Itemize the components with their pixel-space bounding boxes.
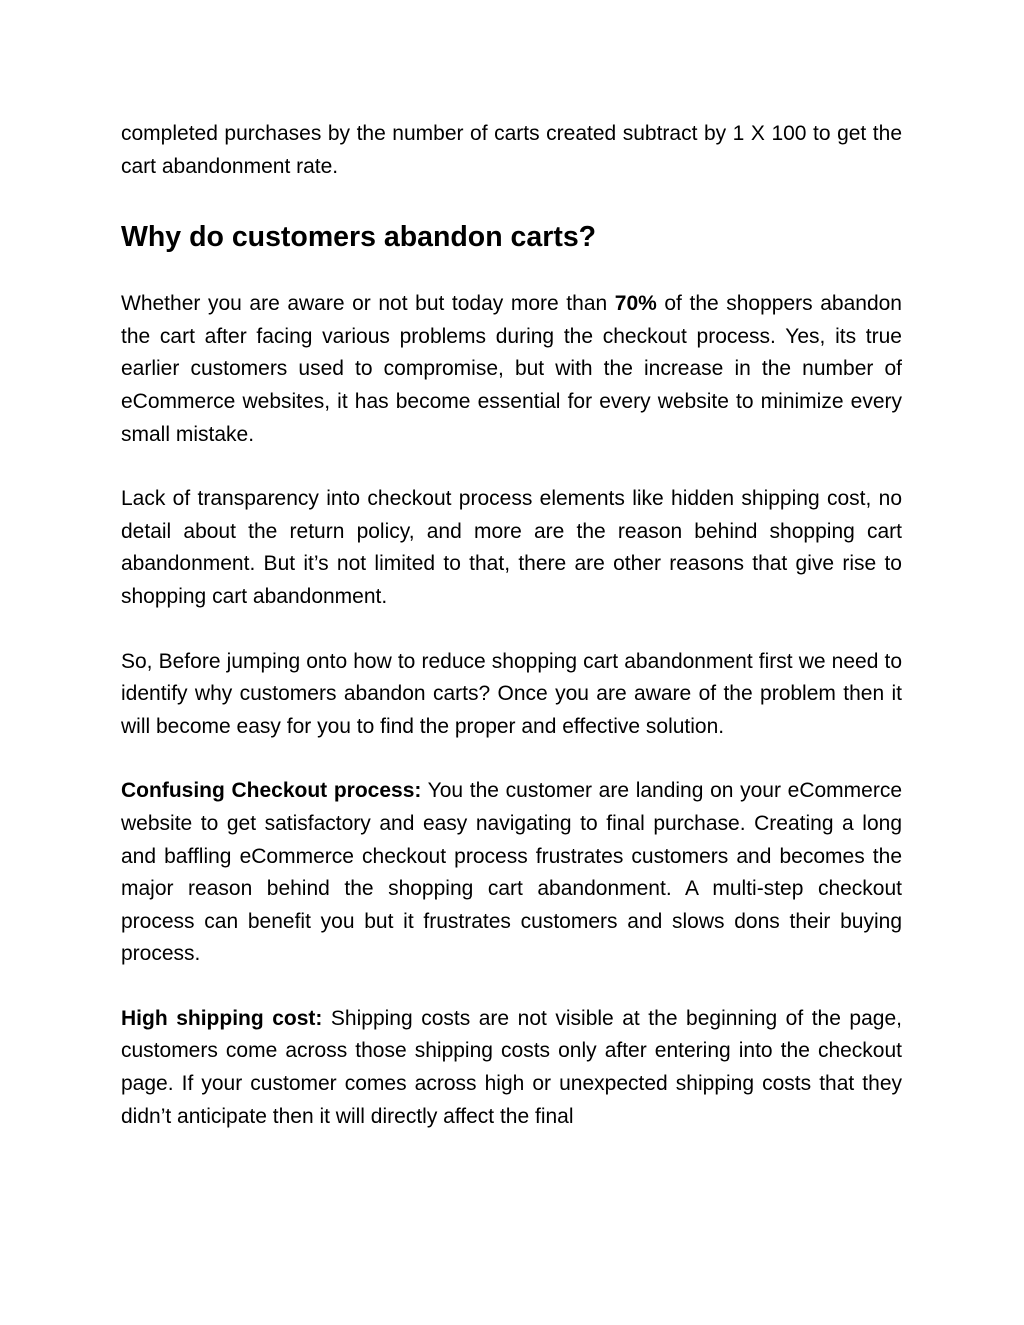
- paragraph-gap: [121, 451, 902, 483]
- paragraph-gap: [121, 971, 902, 1003]
- paragraph-text: So, Before jumping onto how to reduce shopping cart abandonment first we need to identify why customers abandon carts? Once you are aware of the problem then it will become easy for you to find the proper and effective solution.: [121, 649, 902, 738]
- paragraph-gap: [121, 743, 902, 775]
- paragraph-shipping-cost: [121, 1003, 902, 1133]
- paragraph-identify-reasons: [121, 646, 902, 744]
- reason-label: High shipping cost:: [121, 1006, 323, 1030]
- section-heading: Why do customers abandon carts?: [121, 221, 597, 254]
- highlight-percentage: 70%: [614, 292, 657, 316]
- intro-paragraph: [121, 118, 902, 183]
- paragraph-text: Whether you are aware or not but today more than: [121, 292, 615, 316]
- paragraph-text: You the customer are landing on your eCommerce website to get satisfactory and easy navigating to final purchase. Creating a long and baffling eCommerce checkout process frustrates customers and becomes the major reason behind the shopping cart abandonment. A multi-step checkout process can benefit you but it frustrates customers and slows dons their buying process.: [121, 779, 902, 966]
- intro-text: completed purchases by the number of carts created subtract by 1 X 100 to get the cart abandonment rate.: [121, 122, 902, 178]
- paragraph-shopper-stats: [121, 288, 902, 451]
- reason-label: Confusing Checkout process:: [121, 779, 422, 803]
- paragraph-transparency: [121, 483, 902, 613]
- paragraph-gap: [121, 614, 902, 646]
- paragraph-text: of the shoppers abandon the cart after facing various problems during the checkout process. Yes, its true earlier customers used to compromise, but with the increase in the number of eCommerce websites, it has become essential for every website to minimize every small mistake.: [121, 292, 902, 446]
- paragraph-text: Lack of transparency into checkout process elements like hidden shipping cost, no detail about the return policy, and more are the reason behind shopping cart abandonment. But it’s not limited to that, there are other reasons that give rise to shopping cart abandonment.: [121, 487, 902, 608]
- paragraph-text: Shipping costs are not visible at the beginning of the page, customers come across those shipping costs only after entering into the checkout page. If your customer comes across high or unexpected shipping costs that they didn’t anticipate then it will directly affect the final: [121, 1006, 902, 1128]
- paragraph-confusing-checkout: [121, 775, 902, 971]
- document-body: [121, 118, 902, 1133]
